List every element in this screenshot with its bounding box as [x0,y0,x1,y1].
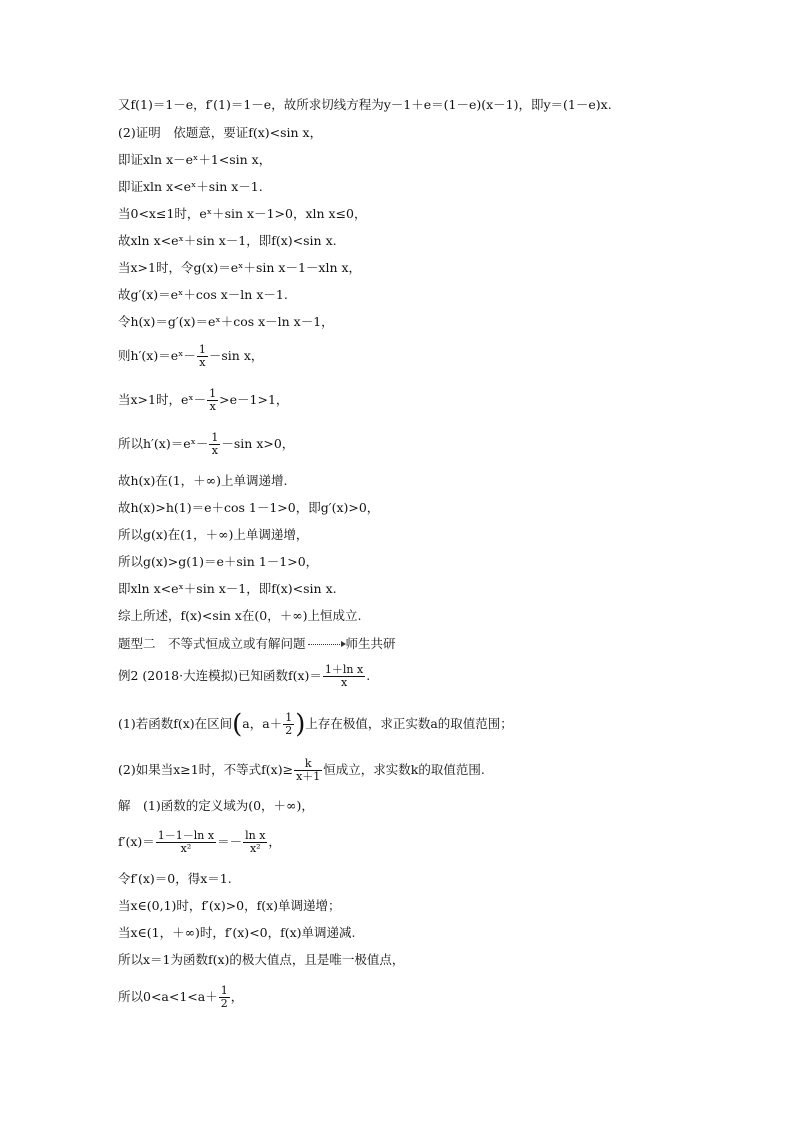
proof-step-10 [118,432,294,457]
solution-step-1: 令f′(x)＝0，得x＝1. [118,871,232,886]
fraction [283,712,294,737]
proof-step-2: 即证xln x<eˣ＋sin x－1. [118,179,263,194]
solution-step-3: 当x∈(1，＋∞)时，f′(x)<0，f(x)单调递减. [118,925,356,940]
fraction [243,830,267,855]
text-segment: (1)若函数f(x)在区间 [118,716,233,731]
text-segment: 恒成立，求实数k的取值范围. [323,762,485,777]
example-2-part2 [118,758,485,783]
proof-step-3: 当0<x≤1时，eˣ＋sin x－1>0，xln x≤0， [118,206,367,221]
fraction-numerator: 1 [220,984,228,997]
proof-step-15: 即xln x<eˣ＋sin x－1，即f(x)<sin x. [118,581,337,596]
text-segment: a，a＋ [242,716,283,731]
fraction-denominator: x [340,676,348,689]
proof-step-6: 故g′(x)＝eˣ＋cos x－ln x－1. [118,287,288,302]
proof-step-14: 所以g(x)>g(1)＝e＋sin 1－1>0， [118,554,319,569]
example-2-part1 [118,709,513,740]
proof-step-13: 所以g(x)在(1，＋∞)上单调递增， [118,527,309,542]
fraction-numerator: 1＋ln x [324,663,364,676]
text-segment: . [366,668,371,683]
dotted-arrow-icon [308,644,344,645]
derivative-formula [118,830,281,855]
fraction-numerator: 1 [209,387,217,400]
fraction-denominator: x [211,444,218,457]
text-segment: 则h′(x)＝eˣ－ [118,348,196,363]
fraction-denominator: x² [180,842,192,855]
fraction-denominator: x [209,400,216,413]
text-segment: 上存在极值，求正实数a的取值范围； [305,716,513,731]
proof-conclusion: 综上所述，f(x)<sin x在(0，＋∞)上恒成立. [118,608,362,623]
fraction-denominator: 2 [285,724,293,737]
solution-intro: 解 (1)函数的定义域为(0，＋∞)， [118,798,314,813]
text-segment: －sin x， [208,348,264,363]
section-heading [118,636,396,652]
fraction-numerator: 1 [198,343,206,356]
fraction-numerator: 1 [211,431,219,444]
fraction [294,758,322,783]
fraction-denominator: x [199,356,206,369]
solution-step-2: 当x∈(0,1)时，f′(x)>0，f(x)单调递增； [118,898,341,913]
text-segment: 所以0<a<1<a＋ [118,989,218,1004]
section-title: 题型二 不等式恒成立或有解问题 [118,636,306,651]
proof-step-7: 令h(x)＝g′(x)＝eˣ＋cos x－ln x－1， [118,314,334,329]
text-segment: (2)如果当x≥1时，不等式f(x)≥ [118,762,294,777]
fraction-numerator: k [294,758,322,771]
text-segment: ＝－ [217,834,243,849]
text-segment: ， [268,834,281,849]
text-segment: 所以h′(x)＝eˣ－ [118,436,209,451]
section-tag: 师生共研 [345,636,396,651]
fraction [207,388,218,413]
fraction-numerator: 1 [285,711,293,724]
proof-step-4: 故xln x<eˣ＋sin x－1，即f(x)<sin x. [118,233,337,248]
proof-step-1: 即证xln x－eˣ＋1<sin x， [118,152,272,167]
text-segment: >e－1>1， [219,392,289,407]
fraction [323,664,365,689]
solution-step-5 [118,985,243,1010]
solution-step-4: 所以x＝1为函数f(x)的极大值点，且是唯一极值点， [118,952,405,967]
proof-step-5: 当x>1时，令g(x)＝eˣ＋sin x－1－xln x， [118,260,362,275]
fraction [197,344,208,369]
fraction-denominator: x＋1 [296,770,321,783]
proof-step-11: 故h(x)在(1，＋∞)上单调递增. [118,473,288,488]
fraction [156,830,216,855]
close-paren: ) [295,709,306,740]
fraction-numerator: ln x [245,829,266,842]
fraction-denominator: x² [249,842,261,855]
fraction-numerator: 1－1－ln x [157,829,215,842]
tangent-line-conclusion: 又f(1)＝1－e，f′(1)＝1－e，故所求切线方程为y－1＋e＝(1－e)(x－1)，即y＝(1－e)x. [118,97,612,112]
fraction [219,985,230,1010]
text-segment: f′(x)＝ [118,834,155,849]
proof-step-12: 故h(x)>h(1)＝e＋cos 1－1>0，即g′(x)>0， [118,500,380,515]
proof-step-8 [118,344,263,369]
example-2-statement [118,664,370,689]
proof-part2-intro: (2)证明 依题意，要证f(x)<sin x， [118,125,323,140]
text-segment: －sin x>0， [221,436,295,451]
proof-step-9 [118,388,288,413]
fraction-denominator: 2 [220,997,228,1010]
fraction [209,432,220,457]
text-segment: 例2 (2018·大连模拟)已知函数f(x)＝ [118,668,322,683]
text-segment: 当x>1时，eˣ－ [118,392,207,407]
text-segment: ， [230,989,244,1004]
open-paren: ( [232,709,243,740]
